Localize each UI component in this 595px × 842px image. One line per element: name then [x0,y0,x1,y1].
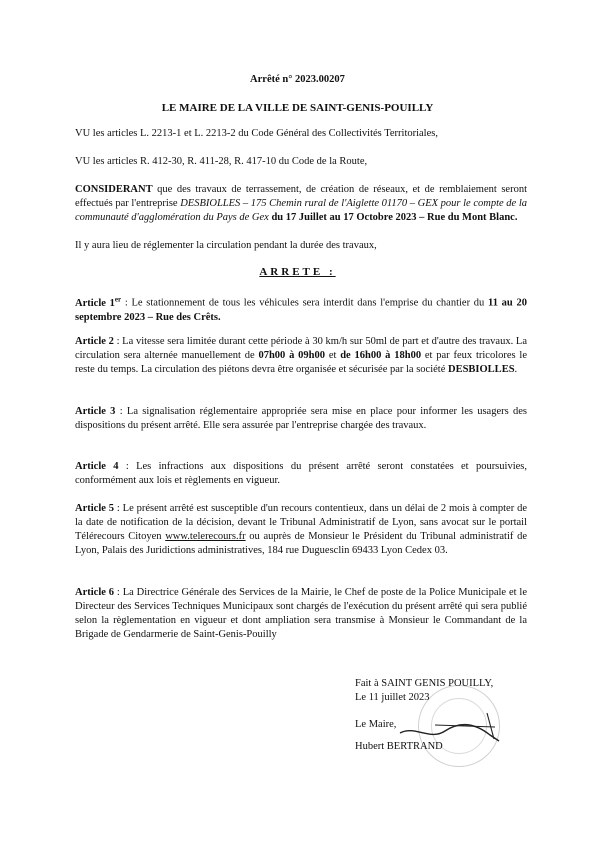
article-5-text-2: ou auprès de Monsieur le Président du Tribunal administratif de Lyon, Palais des Juridictions administratives, 184 rue Duguesclin 69433 Lyon Cedex 03. [75,531,527,556]
article-2 [75,335,527,377]
considerant-company: DESBIOLLES – 175 Chemin rural de l'Aiglette 01170 – GEX pour le compte de la communauté d'agglomération du Pays de Gex [75,198,527,223]
article-5 [75,502,527,558]
considerant-dates: du 17 Juillet au 17 Octobre 2023 – Rue du Mont Blanc. [268,212,518,223]
article-2-label: Article 2 [75,336,114,347]
considerant-reglementation: Il y aura lieu de réglementer la circulation pendant la durée des travaux, [75,240,377,251]
article-2-text-and: et [325,350,341,361]
article-6-text: : La Directrice Générale des Services de la Mairie, le Chef de poste de la Police Municipale et le Directeur des Services Techniques Municipaux sont chargés de l'exécution du présent arrêté qui sera publié selon la règlementation en vigueur et dont ampliation sera transmise à Monsieur le Commandant de la Brigade de Gendarmerie de Saint-Genis-Pouilly [75,587,527,640]
signature-place: Fait à SAINT GENIS POUILLY, [355,678,494,689]
article-1-label: Article 1er [75,295,122,309]
signature-role: Le Maire, [355,719,397,730]
article-2-company: DESBIOLLES [448,364,515,375]
considerant-label: CONSIDERANT [75,184,153,195]
telerecours-link[interactable]: www.telerecours.fr [165,531,246,542]
signature-date: Le 11 juillet 2023 [355,692,430,703]
article-3-text: : La signalisation réglementaire appropriée sera mise en place pour informer les usagers des dispositions du présent arrêté. Elle sera assurée par l'entreprise chargée des travaux. [75,406,527,431]
article-4-text: : Les infractions aux dispositions du présent arrêté seront constatées et poursuivies, conformément aux lois et règlements en vigueur. [75,461,527,486]
document-title: LE MAIRE DE LA VILLE DE SAINT-GENIS-POUILLY [161,102,434,114]
article-5-label: Article 5 [75,503,115,514]
visa-2: VU les articles R. 412-30, R. 411-28, R. 417-10 du Code de la Route, [75,156,368,167]
article-3-label: Article 3 [75,406,116,417]
article-1-dates: 11 au 20 septembre 2023 – Rue des Crêts. [75,297,528,323]
article-4 [75,460,527,488]
considerant-text: que des travaux de terrassement, de création de réseaux, et de remblaiement seront effectués par l'entreprise [75,184,527,209]
signature-name: Hubert BERTRAND [355,741,443,752]
considerant-paragraph [75,183,527,225]
arrete-number: Arrêté n° 2023.00207 [250,74,345,85]
article-2-hours-2: de 16h00 à 18h00 [340,350,422,361]
article-1-text: : Le stationnement de tous les véhicules sera interdit dans l'emprise du chantier du [121,297,489,309]
article-2-hours-1: 07h00 à 09h00 [258,350,326,361]
arrete-heading: ARRETE : [259,266,336,278]
article-2-text: : La vitesse sera limitée durant cette période à 30 km/h sur 50ml de part et d'autre des travaux. La circulation sera alternée manuellement de [75,336,527,361]
article-6-label: Article 6 [75,587,115,598]
visa-1: VU les articles L. 2213-1 et L. 2213-2 du Code Général des Collectivités Territoriales, [75,128,438,139]
article-4-label: Article 4 [75,461,119,472]
handwritten-signature [395,705,505,750]
article-2-text-2: et par feux tricolores le reste du temps. La circulation des piétons devra être organisée et sécurisée par la société [75,350,527,375]
article-3 [75,405,527,433]
article-5-text: : Le présent arrêté est susceptible d'un recours contentieux, dans un délai de 2 mois à compter de la date de notification de la décision, devant le Tribunal Administratif de Lyon, sans avocat sur le portail Télérecours Citoyen [75,503,527,542]
article-2-end: . [514,364,518,375]
article-1 [75,292,527,325]
article-6 [75,586,527,642]
